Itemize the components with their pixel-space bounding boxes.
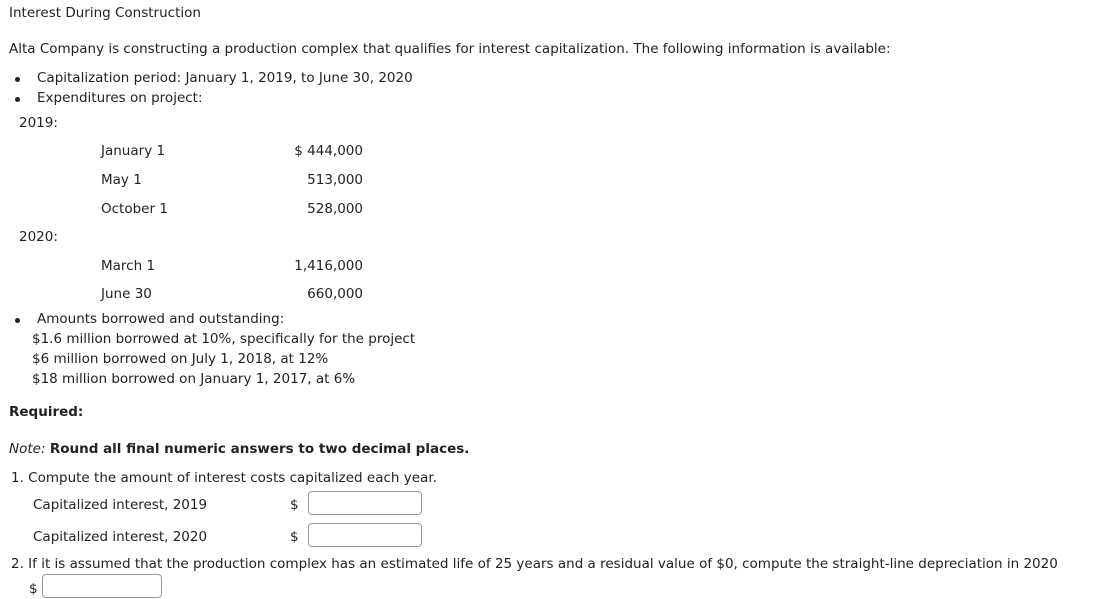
question-1-text: 1. Compute the amount of interest costs capitalized each year. [11, 470, 437, 486]
expenditure-amount: 1,416,000 [294, 258, 363, 274]
note-text: Round all final numeric answers to two decimal places. [49, 441, 470, 457]
expenditure-amount: 528,000 [307, 201, 363, 217]
depreciation-2020-input[interactable] [42, 574, 162, 598]
note-label: Note: [9, 441, 46, 457]
expenditure-amount: $ 444,000 [294, 143, 363, 159]
year-2020-label: 2020: [19, 229, 58, 245]
expenditure-date: January 1 [101, 143, 166, 159]
currency-symbol: $ [290, 529, 299, 545]
capitalized-interest-2019-label: Capitalized interest, 2019 [33, 497, 208, 513]
currency-symbol: $ [290, 497, 299, 513]
currency-symbol: $ [29, 581, 38, 597]
borrowing-line: $6 million borrowed on July 1, 2018, at 12% [32, 351, 329, 367]
expenditure-date: March 1 [101, 258, 156, 274]
capitalization-period-bullet: Capitalization period: January 1, 2019, to June 30, 2020 [37, 70, 413, 86]
page-title: Interest During Construction [9, 5, 201, 21]
amounts-borrowed-bullet: Amounts borrowed and outstanding: [37, 311, 285, 327]
note [9, 441, 469, 457]
required-heading: Required: [9, 404, 84, 420]
borrowing-line: $18 million borrowed on January 1, 2017, at 6% [32, 371, 356, 387]
expenditure-date: October 1 [101, 201, 168, 217]
expenditure-amount: 660,000 [307, 286, 363, 302]
year-2019-label: 2019: [19, 115, 58, 131]
capitalized-interest-2019-input[interactable] [308, 491, 422, 515]
capitalized-interest-2020-input[interactable] [308, 523, 422, 547]
expenditures-bullet: Expenditures on project: [37, 90, 203, 106]
borrowing-line: $1.6 million borrowed at 10%, specifically for the project [32, 331, 416, 347]
expenditure-date: May 1 [101, 172, 142, 188]
capitalized-interest-2020-label: Capitalized interest, 2020 [33, 529, 208, 545]
intro-text: Alta Company is constructing a production complex that qualifies for interest capitalization. The following information is available: [9, 41, 891, 57]
expenditure-date: June 30 [101, 286, 152, 302]
question-2-text: 2. If it is assumed that the production complex has an estimated life of 25 years and a residual value of $0, compute the straight-line depreciation in 2020 [11, 556, 1058, 572]
expenditure-amount: 513,000 [307, 172, 363, 188]
